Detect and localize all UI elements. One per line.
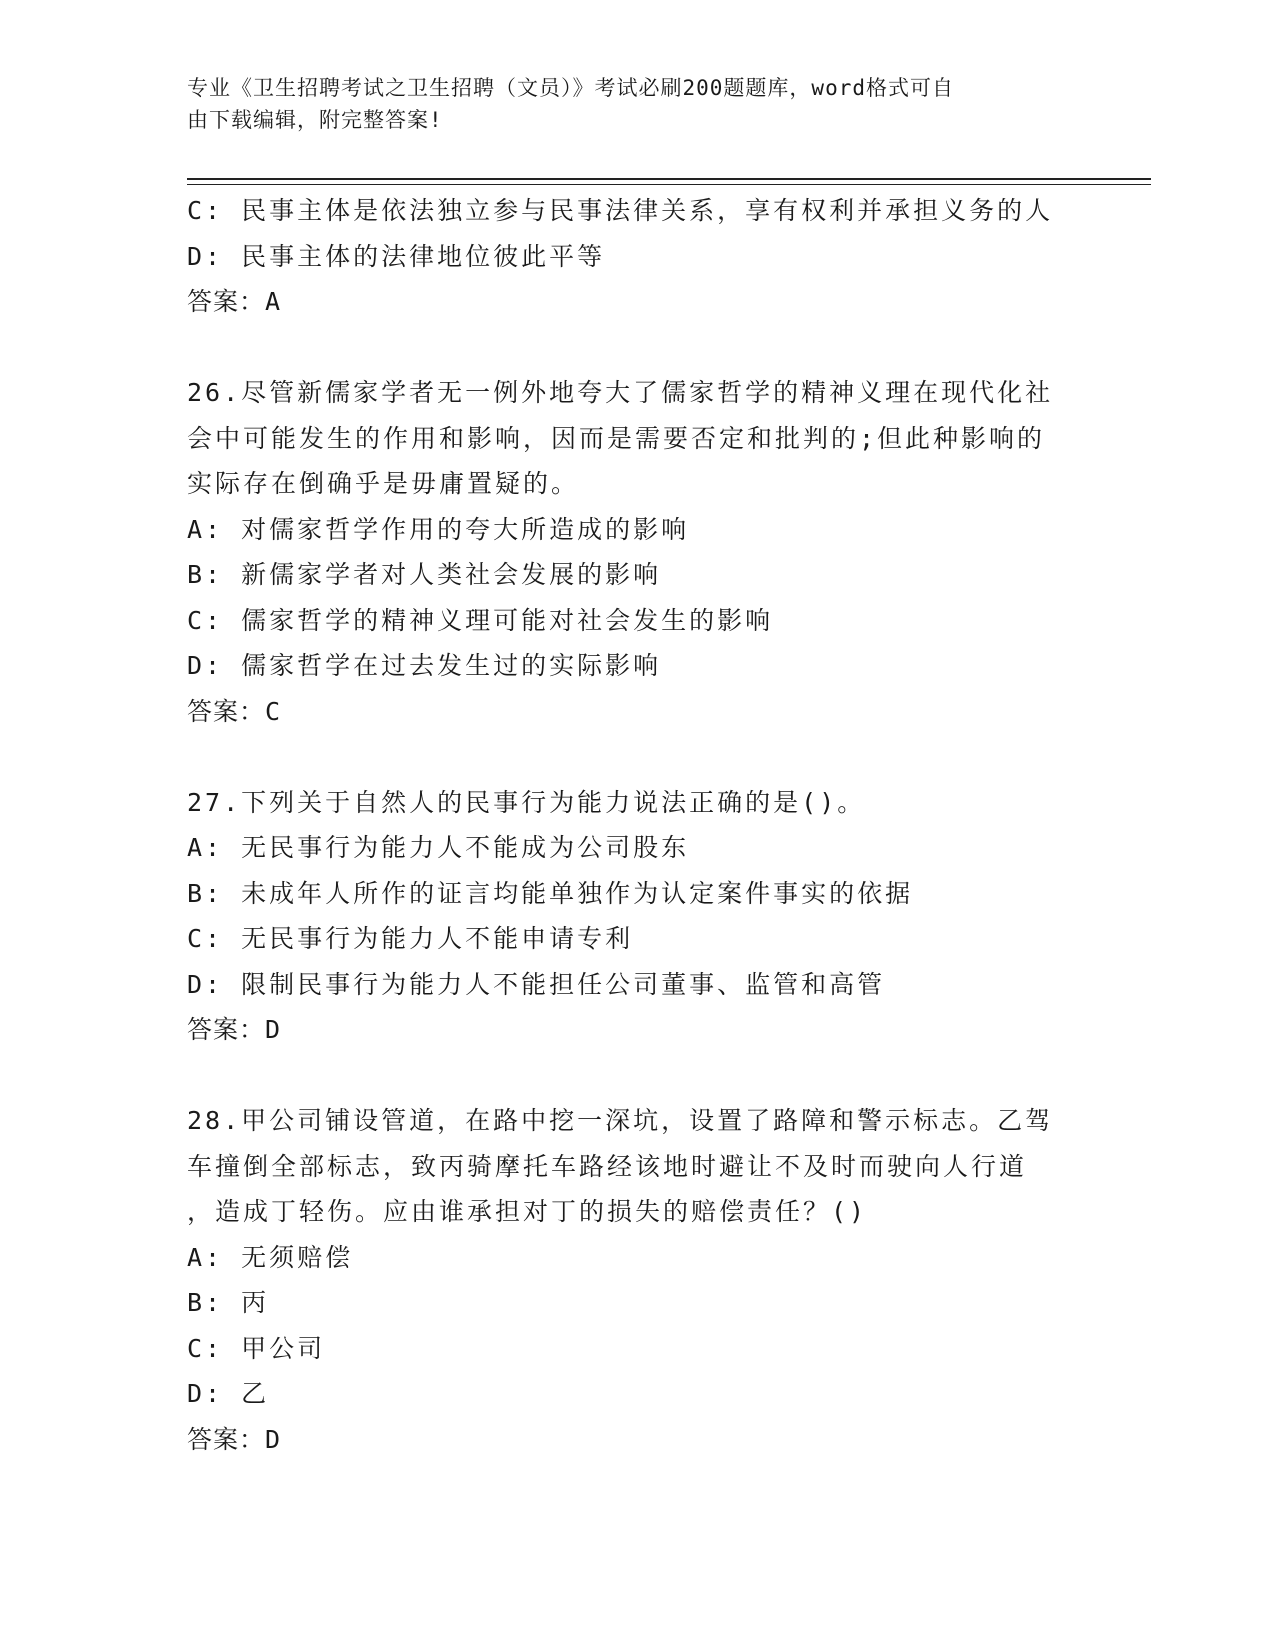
question-stem: 28.甲公司铺设管道，在路中挖一深坑，设置了路障和警示标志。乙驾	[187, 1106, 1054, 1135]
option-d: D: 乙	[187, 1379, 270, 1408]
option-b: B: 新儒家学者对人类社会发展的影响	[187, 560, 662, 589]
option-d: D: 儒家哲学在过去发生过的实际影响	[187, 651, 662, 680]
question-26	[187, 370, 1087, 734]
option-d: D: 限制民事行为能力人不能担任公司董事、监管和高管	[187, 969, 886, 999]
header-line-2: 由下载编辑，附完整答案!	[187, 108, 443, 132]
option-a: A: 对儒家哲学作用的夸大所造成的影响	[187, 514, 690, 544]
header-divider-thick	[187, 178, 1151, 180]
option-c: C: 儒家哲学的精神义理可能对社会发生的影响	[187, 605, 774, 635]
option-c: C: 无民事行为能力人不能申请专利	[187, 924, 634, 953]
option-a: A: 无民事行为能力人不能成为公司股东	[187, 833, 690, 862]
question-stem: 26.尽管新儒家学者无一例外地夸大了儒家哲学的精神义理在现代化社	[187, 378, 1054, 407]
question-list	[187, 188, 1087, 1462]
header-line-1: 专业《卫生招聘考试之卫生招聘（文员）》考试必刷200题题库，word格式可自	[187, 76, 954, 100]
question-stem: 车撞倒全部标志，致丙骑摩托车路经该地时避让不及时而驶向人行道	[187, 1151, 1028, 1181]
question-stem: ，造成丁轻伤。应由谁承担对丁的损失的赔偿责任？()	[187, 1197, 868, 1226]
answer: 答案：C	[187, 696, 282, 726]
answer: 答案：A	[187, 287, 282, 316]
question-27	[187, 780, 1087, 1053]
question-spacer	[187, 1053, 1087, 1099]
answer: 答案：D	[187, 1424, 282, 1454]
document-header	[187, 72, 1067, 136]
option-c: C: 甲公司	[187, 1333, 326, 1363]
header-divider-thin	[187, 184, 1151, 185]
question-stem: 会中可能发生的作用和影响，因而是需要否定和批判的;但此种影响的	[187, 423, 1046, 453]
option-d: D: 民事主体的法律地位彼此平等	[187, 241, 606, 271]
question-stem: 27.下列关于自然人的民事行为能力说法正确的是()。	[187, 787, 866, 817]
option-b: B: 丙	[187, 1288, 270, 1317]
question-spacer	[187, 734, 1087, 780]
question-25-tail	[187, 188, 1087, 325]
option-a: A: 无须赔偿	[187, 1242, 354, 1272]
option-b: B: 未成年人所作的证言均能单独作为认定案件事实的依据	[187, 878, 914, 908]
option-c: C: 民事主体是依法独立参与民事法律关系，享有权利并承担义务的人	[187, 196, 1054, 225]
answer: 答案：D	[187, 1015, 282, 1044]
question-28	[187, 1098, 1087, 1462]
question-stem: 实际存在倒确乎是毋庸置疑的。	[187, 469, 580, 498]
question-spacer	[187, 325, 1087, 371]
